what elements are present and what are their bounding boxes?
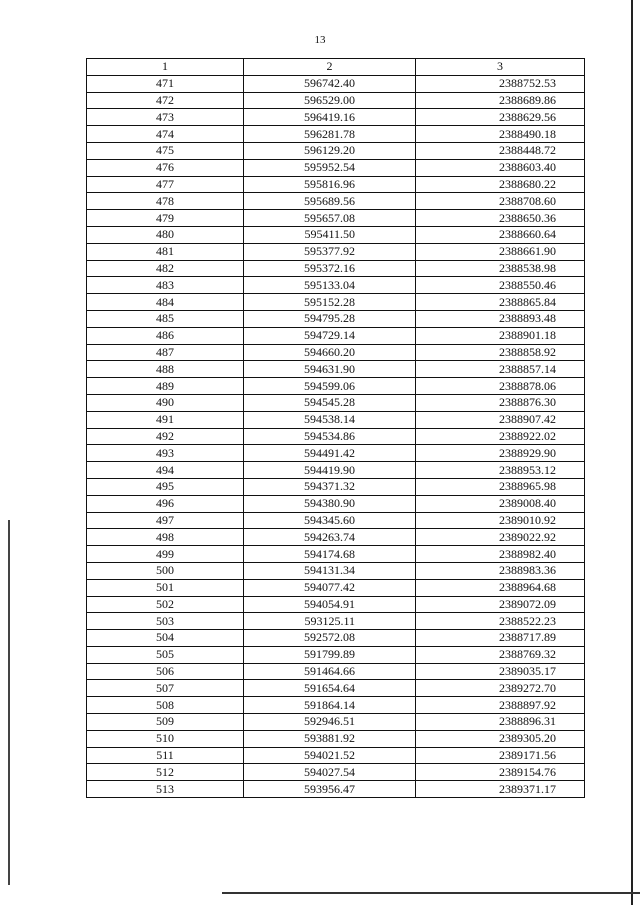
header-col-3: 3 bbox=[416, 59, 585, 76]
x-coordinate-cell: 596129.20 bbox=[244, 142, 416, 159]
table-row bbox=[87, 546, 585, 563]
point-number-cell: 509 bbox=[87, 714, 244, 731]
x-coordinate-cell: 595689.56 bbox=[244, 193, 416, 210]
table-row bbox=[87, 361, 585, 378]
point-number-cell: 476 bbox=[87, 159, 244, 176]
point-number-cell: 482 bbox=[87, 260, 244, 277]
point-number-cell: 475 bbox=[87, 142, 244, 159]
y-coordinate-cell: 2389072.09 bbox=[416, 596, 585, 613]
table-row bbox=[87, 495, 585, 512]
x-coordinate-cell: 594174.68 bbox=[244, 546, 416, 563]
table-row bbox=[87, 126, 585, 143]
point-number-cell: 488 bbox=[87, 361, 244, 378]
table-header bbox=[87, 59, 585, 76]
x-coordinate-cell: 595411.50 bbox=[244, 226, 416, 243]
y-coordinate-cell: 2388983.36 bbox=[416, 562, 585, 579]
table-row bbox=[87, 764, 585, 781]
table-row bbox=[87, 378, 585, 395]
table-row bbox=[87, 730, 585, 747]
x-coordinate-cell: 594021.52 bbox=[244, 747, 416, 764]
table-row bbox=[87, 327, 585, 344]
y-coordinate-cell: 2388964.68 bbox=[416, 579, 585, 596]
table-row bbox=[87, 210, 585, 227]
x-coordinate-cell: 592572.08 bbox=[244, 630, 416, 647]
x-coordinate-cell: 594419.90 bbox=[244, 462, 416, 479]
y-coordinate-cell: 2388538.98 bbox=[416, 260, 585, 277]
x-coordinate-cell: 596529.00 bbox=[244, 92, 416, 109]
y-coordinate-cell: 2388876.30 bbox=[416, 394, 585, 411]
x-coordinate-cell: 591464.66 bbox=[244, 663, 416, 680]
point-number-cell: 492 bbox=[87, 428, 244, 445]
x-coordinate-cell: 595952.54 bbox=[244, 159, 416, 176]
x-coordinate-cell: 594345.60 bbox=[244, 512, 416, 529]
table-row bbox=[87, 294, 585, 311]
x-coordinate-cell: 594371.32 bbox=[244, 478, 416, 495]
table-row bbox=[87, 781, 585, 798]
table-row bbox=[87, 445, 585, 462]
y-coordinate-cell: 2388965.98 bbox=[416, 478, 585, 495]
x-coordinate-cell: 594077.42 bbox=[244, 579, 416, 596]
page-number: 13 bbox=[314, 34, 326, 46]
x-coordinate-cell: 594729.14 bbox=[244, 327, 416, 344]
x-coordinate-cell: 594538.14 bbox=[244, 411, 416, 428]
y-coordinate-cell: 2389305.20 bbox=[416, 730, 585, 747]
y-coordinate-cell: 2389272.70 bbox=[416, 680, 585, 697]
y-coordinate-cell: 2388865.84 bbox=[416, 294, 585, 311]
table-row bbox=[87, 226, 585, 243]
scan-edge-line-right bbox=[631, 0, 633, 905]
point-number-cell: 505 bbox=[87, 646, 244, 663]
y-coordinate-cell: 2389008.40 bbox=[416, 495, 585, 512]
point-number-cell: 495 bbox=[87, 478, 244, 495]
table-row bbox=[87, 277, 585, 294]
x-coordinate-cell: 595133.04 bbox=[244, 277, 416, 294]
table-row bbox=[87, 562, 585, 579]
y-coordinate-cell: 2388857.14 bbox=[416, 361, 585, 378]
point-number-cell: 479 bbox=[87, 210, 244, 227]
point-number-cell: 513 bbox=[87, 781, 244, 798]
x-coordinate-cell: 591654.64 bbox=[244, 680, 416, 697]
y-coordinate-cell: 2388689.86 bbox=[416, 92, 585, 109]
y-coordinate-cell: 2388660.64 bbox=[416, 226, 585, 243]
point-number-cell: 502 bbox=[87, 596, 244, 613]
table-row bbox=[87, 630, 585, 647]
point-number-cell: 484 bbox=[87, 294, 244, 311]
y-coordinate-cell: 2389035.17 bbox=[416, 663, 585, 680]
table-row bbox=[87, 478, 585, 495]
header-col-1: 1 bbox=[87, 59, 244, 76]
y-coordinate-cell: 2388907.42 bbox=[416, 411, 585, 428]
scan-edge-line-left bbox=[8, 520, 10, 885]
x-coordinate-cell: 594263.74 bbox=[244, 529, 416, 546]
y-coordinate-cell: 2388603.40 bbox=[416, 159, 585, 176]
y-coordinate-cell: 2388901.18 bbox=[416, 327, 585, 344]
point-number-cell: 511 bbox=[87, 747, 244, 764]
x-coordinate-cell: 595152.28 bbox=[244, 294, 416, 311]
point-number-cell: 489 bbox=[87, 378, 244, 395]
x-coordinate-cell: 591864.14 bbox=[244, 697, 416, 714]
y-coordinate-cell: 2388522.23 bbox=[416, 613, 585, 630]
y-coordinate-cell: 2388717.89 bbox=[416, 630, 585, 647]
table-row bbox=[87, 697, 585, 714]
point-number-cell: 478 bbox=[87, 193, 244, 210]
y-coordinate-cell: 2389022.92 bbox=[416, 529, 585, 546]
x-coordinate-cell: 592946.51 bbox=[244, 714, 416, 731]
table-row bbox=[87, 411, 585, 428]
point-number-cell: 480 bbox=[87, 226, 244, 243]
point-number-cell: 507 bbox=[87, 680, 244, 697]
y-coordinate-cell: 2388982.40 bbox=[416, 546, 585, 563]
point-number-cell: 486 bbox=[87, 327, 244, 344]
y-coordinate-cell: 2389171.56 bbox=[416, 747, 585, 764]
table-row bbox=[87, 75, 585, 92]
y-coordinate-cell: 2388929.90 bbox=[416, 445, 585, 462]
point-number-cell: 497 bbox=[87, 512, 244, 529]
y-coordinate-cell: 2389010.92 bbox=[416, 512, 585, 529]
header-row bbox=[87, 59, 585, 76]
point-number-cell: 498 bbox=[87, 529, 244, 546]
table-row bbox=[87, 714, 585, 731]
point-number-cell: 494 bbox=[87, 462, 244, 479]
table-row bbox=[87, 680, 585, 697]
y-coordinate-cell: 2388448.72 bbox=[416, 142, 585, 159]
table-row bbox=[87, 596, 585, 613]
x-coordinate-cell: 591799.89 bbox=[244, 646, 416, 663]
y-coordinate-cell: 2388661.90 bbox=[416, 243, 585, 260]
x-coordinate-cell: 594380.90 bbox=[244, 495, 416, 512]
x-coordinate-cell: 594631.90 bbox=[244, 361, 416, 378]
x-coordinate-cell: 594054.91 bbox=[244, 596, 416, 613]
table-row bbox=[87, 260, 585, 277]
table-row bbox=[87, 92, 585, 109]
table-row bbox=[87, 613, 585, 630]
x-coordinate-cell: 595816.96 bbox=[244, 176, 416, 193]
table-row bbox=[87, 344, 585, 361]
point-number-cell: 474 bbox=[87, 126, 244, 143]
point-number-cell: 500 bbox=[87, 562, 244, 579]
table-row bbox=[87, 109, 585, 126]
y-coordinate-cell: 2388680.22 bbox=[416, 176, 585, 193]
bottom-rule bbox=[222, 892, 640, 894]
x-coordinate-cell: 595377.92 bbox=[244, 243, 416, 260]
y-coordinate-cell: 2388893.48 bbox=[416, 310, 585, 327]
point-number-cell: 508 bbox=[87, 697, 244, 714]
coordinates-table bbox=[86, 58, 585, 798]
table-row bbox=[87, 747, 585, 764]
table-row bbox=[87, 663, 585, 680]
table-body bbox=[87, 75, 585, 797]
point-number-cell: 490 bbox=[87, 394, 244, 411]
y-coordinate-cell: 2389371.17 bbox=[416, 781, 585, 798]
x-coordinate-cell: 594795.28 bbox=[244, 310, 416, 327]
x-coordinate-cell: 594534.86 bbox=[244, 428, 416, 445]
y-coordinate-cell: 2388953.12 bbox=[416, 462, 585, 479]
point-number-cell: 501 bbox=[87, 579, 244, 596]
x-coordinate-cell: 594027.54 bbox=[244, 764, 416, 781]
table-row bbox=[87, 394, 585, 411]
header-col-2: 2 bbox=[244, 59, 416, 76]
y-coordinate-cell: 2388650.36 bbox=[416, 210, 585, 227]
x-coordinate-cell: 596281.78 bbox=[244, 126, 416, 143]
table-row bbox=[87, 142, 585, 159]
y-coordinate-cell: 2388708.60 bbox=[416, 193, 585, 210]
y-coordinate-cell: 2388897.92 bbox=[416, 697, 585, 714]
point-number-cell: 504 bbox=[87, 630, 244, 647]
point-number-cell: 485 bbox=[87, 310, 244, 327]
x-coordinate-cell: 594599.06 bbox=[244, 378, 416, 395]
table-row bbox=[87, 243, 585, 260]
point-number-cell: 472 bbox=[87, 92, 244, 109]
table-row bbox=[87, 646, 585, 663]
x-coordinate-cell: 596419.16 bbox=[244, 109, 416, 126]
y-coordinate-cell: 2388878.06 bbox=[416, 378, 585, 395]
point-number-cell: 503 bbox=[87, 613, 244, 630]
point-number-cell: 481 bbox=[87, 243, 244, 260]
table-row bbox=[87, 310, 585, 327]
table-row bbox=[87, 529, 585, 546]
point-number-cell: 477 bbox=[87, 176, 244, 193]
x-coordinate-cell: 593125.11 bbox=[244, 613, 416, 630]
x-coordinate-cell: 595657.08 bbox=[244, 210, 416, 227]
table-row bbox=[87, 428, 585, 445]
x-coordinate-cell: 593881.92 bbox=[244, 730, 416, 747]
x-coordinate-cell: 596742.40 bbox=[244, 75, 416, 92]
x-coordinate-cell: 594545.28 bbox=[244, 394, 416, 411]
point-number-cell: 473 bbox=[87, 109, 244, 126]
x-coordinate-cell: 594131.34 bbox=[244, 562, 416, 579]
point-number-cell: 499 bbox=[87, 546, 244, 563]
x-coordinate-cell: 594491.42 bbox=[244, 445, 416, 462]
point-number-cell: 510 bbox=[87, 730, 244, 747]
y-coordinate-cell: 2388922.02 bbox=[416, 428, 585, 445]
table-row bbox=[87, 159, 585, 176]
y-coordinate-cell: 2388769.32 bbox=[416, 646, 585, 663]
x-coordinate-cell: 593956.47 bbox=[244, 781, 416, 798]
y-coordinate-cell: 2388629.56 bbox=[416, 109, 585, 126]
table-row bbox=[87, 512, 585, 529]
point-number-cell: 493 bbox=[87, 445, 244, 462]
point-number-cell: 506 bbox=[87, 663, 244, 680]
table-row bbox=[87, 579, 585, 596]
point-number-cell: 487 bbox=[87, 344, 244, 361]
x-coordinate-cell: 595372.16 bbox=[244, 260, 416, 277]
point-number-cell: 491 bbox=[87, 411, 244, 428]
y-coordinate-cell: 2388858.92 bbox=[416, 344, 585, 361]
y-coordinate-cell: 2389154.76 bbox=[416, 764, 585, 781]
point-number-cell: 471 bbox=[87, 75, 244, 92]
table-row bbox=[87, 176, 585, 193]
x-coordinate-cell: 594660.20 bbox=[244, 344, 416, 361]
y-coordinate-cell: 2388896.31 bbox=[416, 714, 585, 731]
point-number-cell: 483 bbox=[87, 277, 244, 294]
y-coordinate-cell: 2388550.46 bbox=[416, 277, 585, 294]
y-coordinate-cell: 2388490.18 bbox=[416, 126, 585, 143]
point-number-cell: 496 bbox=[87, 495, 244, 512]
point-number-cell: 512 bbox=[87, 764, 244, 781]
table-row bbox=[87, 462, 585, 479]
table-row bbox=[87, 193, 585, 210]
y-coordinate-cell: 2388752.53 bbox=[416, 75, 585, 92]
